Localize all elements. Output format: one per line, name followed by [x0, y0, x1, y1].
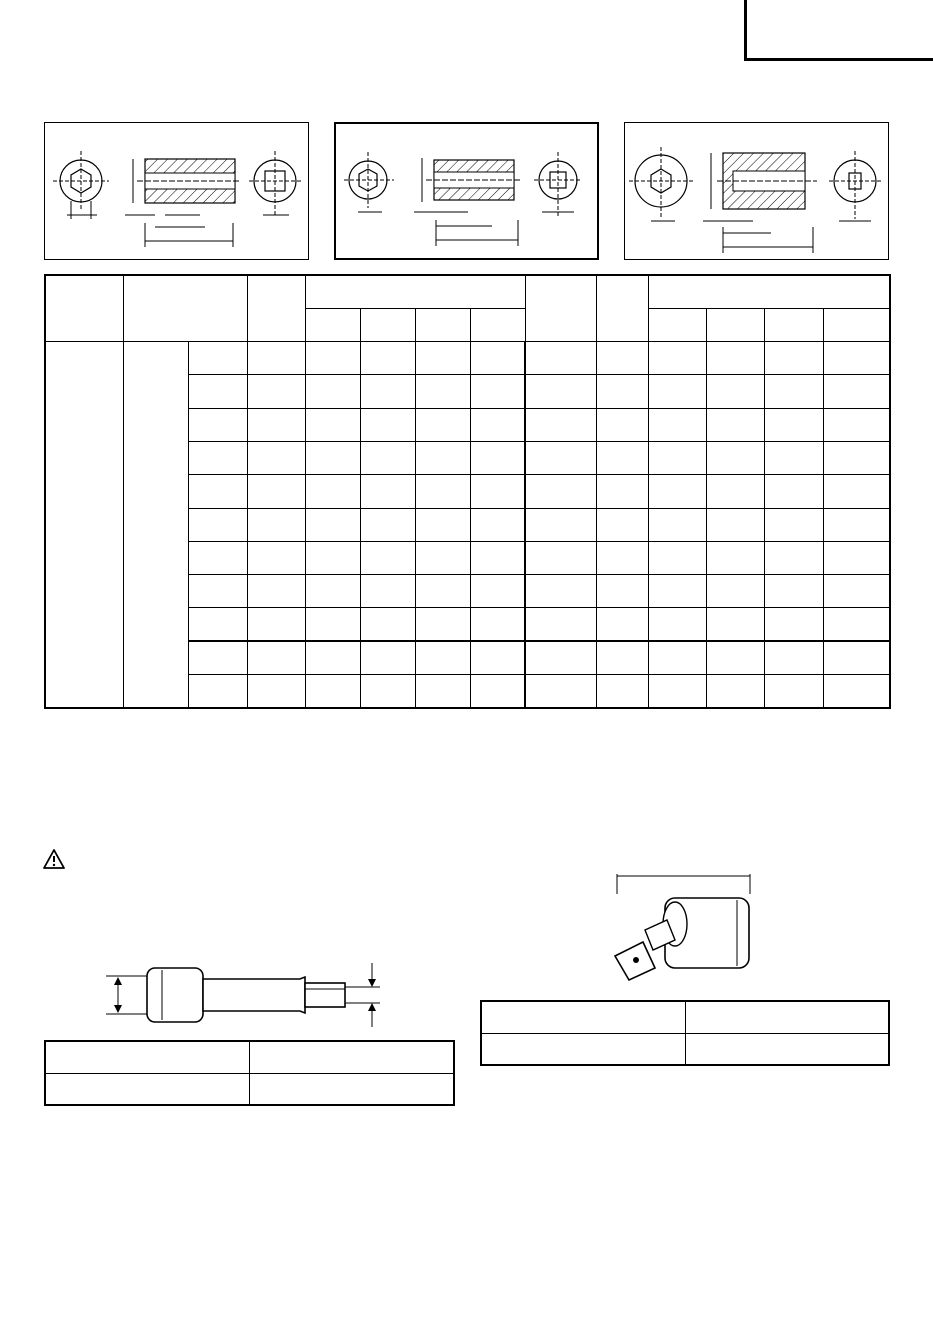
table-cell: [823, 342, 890, 375]
table-cell: [470, 342, 525, 375]
table-cell: [415, 408, 470, 441]
table-cell: [596, 608, 648, 641]
table-cell: [360, 575, 415, 608]
table-cell: [247, 575, 305, 608]
table-cell: [596, 641, 648, 674]
header-cell: [415, 308, 470, 341]
table-cell: [415, 442, 470, 475]
table-cell: [525, 608, 596, 641]
table-cell: [764, 375, 823, 408]
header-cell: [648, 275, 890, 308]
table-cell: [823, 442, 890, 475]
table-cell: [706, 608, 764, 641]
header-cell: [470, 308, 525, 341]
header-cell: [823, 308, 890, 341]
table-cell: [470, 641, 525, 674]
table-cell: [525, 675, 596, 708]
table-cell: [596, 541, 648, 574]
table-cell: [305, 575, 360, 608]
table-cell: [706, 442, 764, 475]
table-cell: [360, 541, 415, 574]
table-cell: [247, 541, 305, 574]
table-cell: [648, 641, 706, 674]
table-cell: [45, 1041, 250, 1073]
table-cell: [525, 541, 596, 574]
table-cell: [648, 375, 706, 408]
socket-diagram-a: [44, 122, 309, 260]
header-cell: [247, 275, 305, 342]
table-cell: [764, 575, 823, 608]
table-cell: [596, 475, 648, 508]
table-cell: [525, 342, 596, 375]
socket-spec-table: [44, 274, 889, 709]
table-cell: [188, 541, 247, 574]
table-cell: [525, 641, 596, 674]
table-cell: [305, 408, 360, 441]
table-cell: [305, 342, 360, 375]
table-cell: [823, 575, 890, 608]
table-cell: [470, 575, 525, 608]
spec-body: [45, 342, 890, 708]
table-cell: [470, 608, 525, 641]
table-cell: [823, 541, 890, 574]
table-cell: [685, 1001, 889, 1033]
table-cell: [525, 408, 596, 441]
table-cell: [648, 442, 706, 475]
header-cell: [360, 308, 415, 341]
header-cell: [123, 275, 247, 342]
table-cell: [648, 475, 706, 508]
table-cell: [360, 342, 415, 375]
table-cell: [470, 675, 525, 708]
table-cell: [360, 408, 415, 441]
table-cell: [360, 475, 415, 508]
table-cell: [360, 508, 415, 541]
table-cell: [525, 575, 596, 608]
table-cell: [188, 675, 247, 708]
table-cell: [188, 442, 247, 475]
table-cell: [305, 375, 360, 408]
table-cell: [247, 342, 305, 375]
table-cell: [470, 442, 525, 475]
table-cell: [305, 608, 360, 641]
table-cell: [305, 641, 360, 674]
universal-joint-grid: [480, 1000, 890, 1066]
table-cell: [305, 442, 360, 475]
table-cell: [823, 408, 890, 441]
table-row: [45, 342, 890, 375]
table-cell: [706, 508, 764, 541]
table-cell: [470, 408, 525, 441]
table-cell: [247, 442, 305, 475]
table-cell: [648, 408, 706, 441]
table-cell: [596, 675, 648, 708]
table-cell: [415, 508, 470, 541]
page-corner-tab: [744, 0, 933, 61]
table-cell: [360, 641, 415, 674]
table-cell: [648, 342, 706, 375]
table-cell: [470, 541, 525, 574]
table-cell: [415, 675, 470, 708]
table-row: [481, 1001, 889, 1033]
table-cell: [764, 608, 823, 641]
warning-block: [43, 849, 65, 874]
table-cell: [250, 1041, 455, 1073]
table-cell: [706, 342, 764, 375]
table-cell: [360, 375, 415, 408]
warning-triangle-icon: [43, 849, 65, 869]
table-cell: [706, 475, 764, 508]
table-cell: [764, 541, 823, 574]
table-cell: [764, 641, 823, 674]
socket-diagram-b: [334, 122, 599, 260]
table-cell: [415, 475, 470, 508]
header-cell: [45, 275, 123, 342]
table-cell: [247, 675, 305, 708]
table-cell: [525, 375, 596, 408]
extension-bar-drawing: [100, 955, 390, 1035]
table-cell: [481, 1033, 685, 1065]
table-cell: [596, 342, 648, 375]
table-cell: [823, 375, 890, 408]
table-row: [45, 1041, 454, 1073]
table-cell: [45, 1073, 250, 1105]
table-cell: [247, 608, 305, 641]
table-cell: [764, 508, 823, 541]
header-cell: [596, 275, 648, 342]
table-cell: [305, 475, 360, 508]
table-cell: [360, 442, 415, 475]
table-cell: [481, 1001, 685, 1033]
table-cell: [823, 675, 890, 708]
universal-joint-drawing: [605, 868, 765, 993]
table-cell: [415, 375, 470, 408]
table-cell: [525, 442, 596, 475]
merged-cell: [45, 342, 123, 708]
table-cell: [648, 575, 706, 608]
socket-diagram-c: [624, 122, 889, 260]
table-cell: [415, 641, 470, 674]
table-cell: [764, 342, 823, 375]
table-cell: [247, 375, 305, 408]
table-cell: [305, 675, 360, 708]
table-cell: [648, 608, 706, 641]
spec-header-row-1: [45, 275, 890, 308]
table-cell: [188, 508, 247, 541]
table-cell: [596, 408, 648, 441]
table-cell: [596, 442, 648, 475]
socket-drawing-c: [625, 123, 890, 261]
table-cell: [247, 475, 305, 508]
table-cell: [188, 375, 247, 408]
table-cell: [360, 675, 415, 708]
table-cell: [685, 1033, 889, 1065]
table-cell: [470, 475, 525, 508]
table-cell: [415, 342, 470, 375]
table-cell: [415, 575, 470, 608]
table-cell: [596, 508, 648, 541]
table-cell: [764, 675, 823, 708]
extension-bar-table: [44, 1040, 455, 1101]
table-row: [45, 1073, 454, 1105]
header-cell: [305, 275, 525, 308]
table-cell: [706, 408, 764, 441]
table-cell: [247, 508, 305, 541]
merged-cell: [123, 342, 188, 708]
header-cell: [648, 308, 706, 341]
socket-drawing-b: [336, 124, 597, 258]
table-cell: [596, 375, 648, 408]
socket-drawing-a: [45, 123, 310, 261]
table-cell: [706, 675, 764, 708]
table-cell: [823, 641, 890, 674]
table-cell: [706, 375, 764, 408]
table-cell: [764, 408, 823, 441]
table-cell: [470, 508, 525, 541]
header-cell: [706, 308, 764, 341]
table-cell: [250, 1073, 455, 1105]
table-cell: [415, 608, 470, 641]
table-cell: [525, 475, 596, 508]
table-cell: [596, 575, 648, 608]
table-row: [481, 1033, 889, 1065]
table-cell: [247, 408, 305, 441]
table-cell: [188, 575, 247, 608]
table-cell: [360, 608, 415, 641]
table-cell: [648, 541, 706, 574]
table-cell: [188, 641, 247, 674]
header-cell: [764, 308, 823, 341]
table-cell: [706, 541, 764, 574]
extension-bar-grid: [44, 1040, 455, 1106]
table-cell: [188, 475, 247, 508]
table-cell: [188, 342, 247, 375]
spec-grid: [44, 274, 891, 709]
table-cell: [823, 475, 890, 508]
header-cell: [305, 308, 360, 341]
table-cell: [823, 508, 890, 541]
table-cell: [470, 375, 525, 408]
table-cell: [823, 608, 890, 641]
table-cell: [525, 508, 596, 541]
table-cell: [247, 641, 305, 674]
table-cell: [764, 475, 823, 508]
table-cell: [648, 675, 706, 708]
table-cell: [188, 608, 247, 641]
header-cell: [525, 275, 596, 342]
table-cell: [415, 541, 470, 574]
universal-joint-table: [480, 1000, 890, 1062]
table-cell: [305, 541, 360, 574]
table-cell: [648, 508, 706, 541]
table-cell: [188, 408, 247, 441]
table-cell: [305, 508, 360, 541]
table-cell: [764, 442, 823, 475]
table-cell: [706, 575, 764, 608]
table-cell: [706, 641, 764, 674]
